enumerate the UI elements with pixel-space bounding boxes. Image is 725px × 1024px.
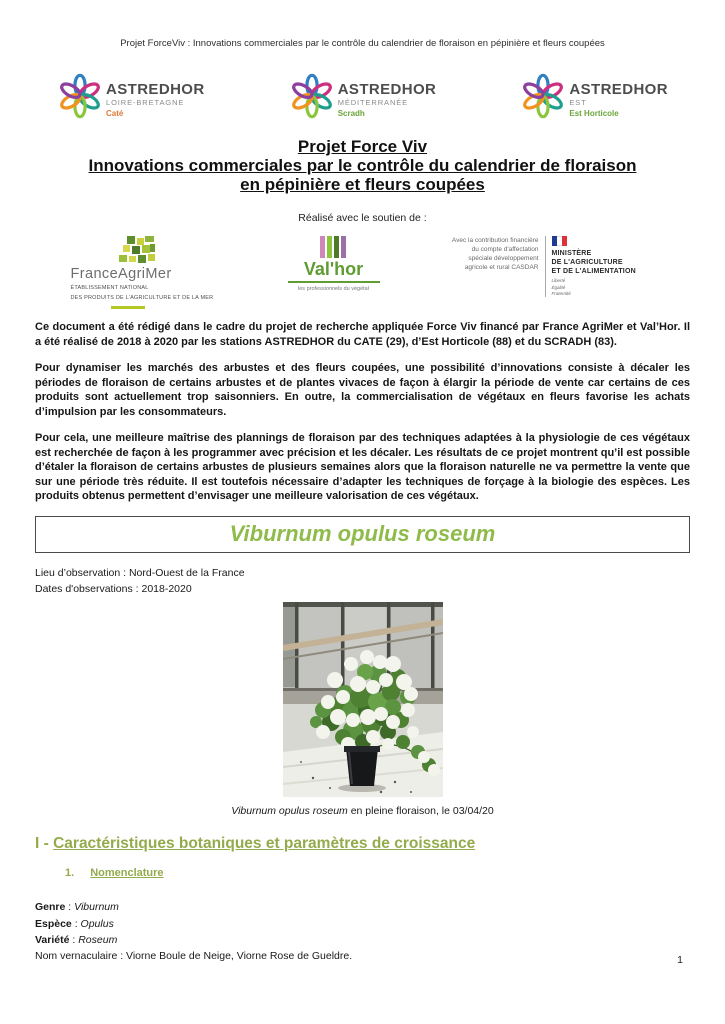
ministry-name-line-1: MINISTÈRE	[551, 250, 592, 257]
running-header: Projet ForceViv : Innovations commerciales par le contrôle du calendrier de floraison en pépinière et fleurs coupées	[120, 38, 605, 49]
photo-caption-species: Viburnum opulus roseum	[231, 805, 348, 818]
astredhor-logo-station: Scradh	[337, 108, 365, 118]
document-title	[35, 137, 690, 194]
astredhor-logo-name: ASTREDHOR	[569, 81, 668, 98]
intro-paragraphs	[35, 320, 690, 504]
valhor-name: Val'hor	[303, 259, 364, 279]
plant-photo	[283, 602, 443, 797]
nomenclature-row-variete: Variété : Roseum	[35, 933, 118, 946]
page-number: 1	[677, 954, 683, 966]
astredhor-logo-name: ASTREDHOR	[337, 81, 437, 98]
title-line-2: Innovations commerciales par le contrôle du calendrier de floraison	[88, 156, 637, 175]
valhor-rule	[288, 281, 380, 283]
section-heading-1	[35, 835, 690, 853]
franceagrimer-subtitle-1: ÉTABLISSEMENT NATIONAL	[70, 285, 149, 291]
ministry-name-line-2: DE L'AGRICULTURE	[551, 259, 623, 267]
paragraph-3: Pour cela, une meilleure maîtrise des plannings de floraison par des techniques adaptées à la physiologie de ces végétaux est recherchée de façon à les programmer avec précision et les décaler. Les résultats de ce projet montrent qu’il est possible d’étaler la floraison de certains arbustes de plusieurs semaines alors que la floraison naturelle ne va permettre la vente que sur une période très réduite. Il est toutefois nécessaire d’adapter les techniques de forçage à la biologie des espèces. Les produits obtenus permettent d’envisager une meilleure valorisation de ces végétaux.	[35, 432, 690, 503]
subsection-title: Nomenclature	[90, 867, 164, 880]
paragraph-1: Ce document a été rédigé dans le cadre du projet de recherche appliquée Force Viv financé par France AgriMer et Val’Hor. Il a été réalisé de 2018 à 2020 par les stations ASTREDHOR du CATE (29), d’Est Horticole (88) et du SCRADH (83).	[35, 321, 690, 348]
franceagrimer-name: FranceAgriMer	[70, 266, 172, 282]
observation-location: Lieu d’observation : Nord-Ouest de la France	[35, 566, 245, 579]
astredhor-logo-station: Caté	[106, 108, 124, 118]
astredhor-pinwheel-icon	[57, 73, 103, 119]
photo-caption-rest: en pleine floraison, le 03/04/20	[347, 805, 494, 818]
motto-liberte: Liberté	[551, 278, 566, 284]
motto-fraternite: Fraternité	[551, 290, 571, 296]
ministry-logo	[545, 236, 655, 297]
subsection-nomenclature	[65, 867, 690, 879]
astredhor-logo-station: Est Horticole	[569, 108, 619, 118]
observation-dates: Dates d'observations : 2018-2020	[35, 583, 192, 596]
nomenclature-row-genre: Genre : Viburnum	[35, 901, 119, 914]
astredhor-logo-mediterranee	[289, 73, 437, 119]
franceagrimer-mosaic-icon	[119, 236, 155, 264]
astredhor-logo-est	[520, 73, 668, 119]
franceagrimer-subtitle-2: DES PRODUITS DE L'AGRICULTURE ET DE LA MER	[70, 295, 214, 302]
nomenclature-block	[35, 899, 690, 964]
vernacular-name-line: Nom vernaculaire : Viorne Boule de Neige, Viorne Rose de Gueldre.	[35, 950, 353, 963]
franceagrimer-logo	[71, 236, 221, 309]
astredhor-logo-row	[35, 73, 690, 131]
valhor-subtitle: les professionnels du végétal	[298, 285, 369, 292]
astredhor-logo-name: ASTREDHOR	[106, 81, 205, 98]
astredhor-logo-region: EST	[569, 98, 587, 107]
motto-egalite: Égalité	[551, 284, 566, 290]
section-number: I -	[35, 835, 54, 853]
valhor-logo	[279, 236, 389, 292]
astredhor-logo-region: LOIRE-BRETAGNE	[106, 98, 185, 107]
ministry-block	[447, 236, 655, 297]
title-line-1: Projet Force Viv	[297, 137, 428, 156]
photo-caption	[35, 805, 690, 817]
observation-info	[35, 565, 690, 599]
paragraph-2: Pour dynamiser les marchés des arbustes et des fleurs coupées, une possibilité d’innovations consiste à décaler les périodes de floraison de certains arbustes et de plantes vivaces de façon à élargir la période de vente car certains de ces produits sont actuellement trop saisonniers. En outre, la commercialisation de végétaux en fleurs favorise les achats d’impulsion par les consommateurs.	[35, 362, 690, 418]
nomenclature-row-espece: Espèce : Opulus	[35, 917, 114, 930]
support-line: Réalisé avec le soutien de :	[298, 212, 427, 224]
astredhor-logo-region: MÉDITERRANÉE	[337, 98, 409, 107]
species-title: Viburnum opulus roseum	[229, 521, 496, 547]
title-line-3: en pépinière et fleurs coupées	[240, 175, 485, 194]
astredhor-pinwheel-icon	[520, 73, 566, 119]
section-title: Caractéristiques botaniques et paramètres de croissance	[53, 835, 476, 853]
astredhor-pinwheel-icon	[289, 73, 335, 119]
valhor-stripes-icon	[320, 236, 348, 258]
plant-photo-wrapper	[35, 602, 690, 797]
french-flag-icon	[552, 236, 568, 246]
astredhor-logo-loire-bretagne	[57, 73, 205, 119]
ministry-name-line-3: ET DE L'ALIMENTATION	[551, 268, 636, 276]
subsection-number: 1.	[65, 867, 75, 880]
casdar-credit: Avec la contribution financière du compte d'affectation spéciale développement agricole et rural CASDAR	[451, 237, 539, 272]
franceagrimer-underline-bar	[111, 306, 145, 309]
species-title-box	[35, 516, 690, 553]
partner-logo-row	[35, 236, 690, 304]
